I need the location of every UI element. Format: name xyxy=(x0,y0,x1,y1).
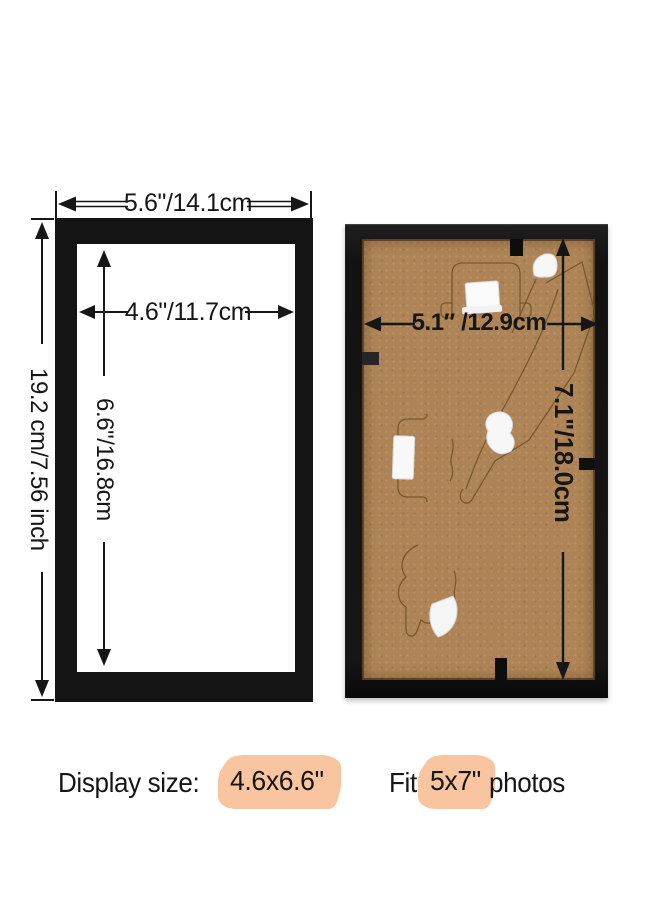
front-height-label: 19.2 cm/7.56 inch xyxy=(25,367,52,551)
opening-width-label: 4.6"/11.7cm xyxy=(124,298,252,326)
opening-height-label: 6.6"/16.8cm xyxy=(91,397,118,521)
back-height-label: 7.1"/18.0cm xyxy=(549,383,579,523)
front-width-label: 5.6"/14.1cm xyxy=(123,189,253,217)
display-size-value: 4.6x6.6" xyxy=(230,765,324,796)
fit-prefix: Fit xyxy=(389,767,417,798)
display-size-prefix: Display size: xyxy=(58,767,200,798)
fit-suffix: photos xyxy=(489,767,565,798)
fit-size-highlight xyxy=(421,756,492,807)
back-width-label: 5.1″ /12.9cm xyxy=(411,309,547,336)
fit-size-value: 5x7" xyxy=(430,765,481,796)
display-size-highlight xyxy=(221,756,338,807)
